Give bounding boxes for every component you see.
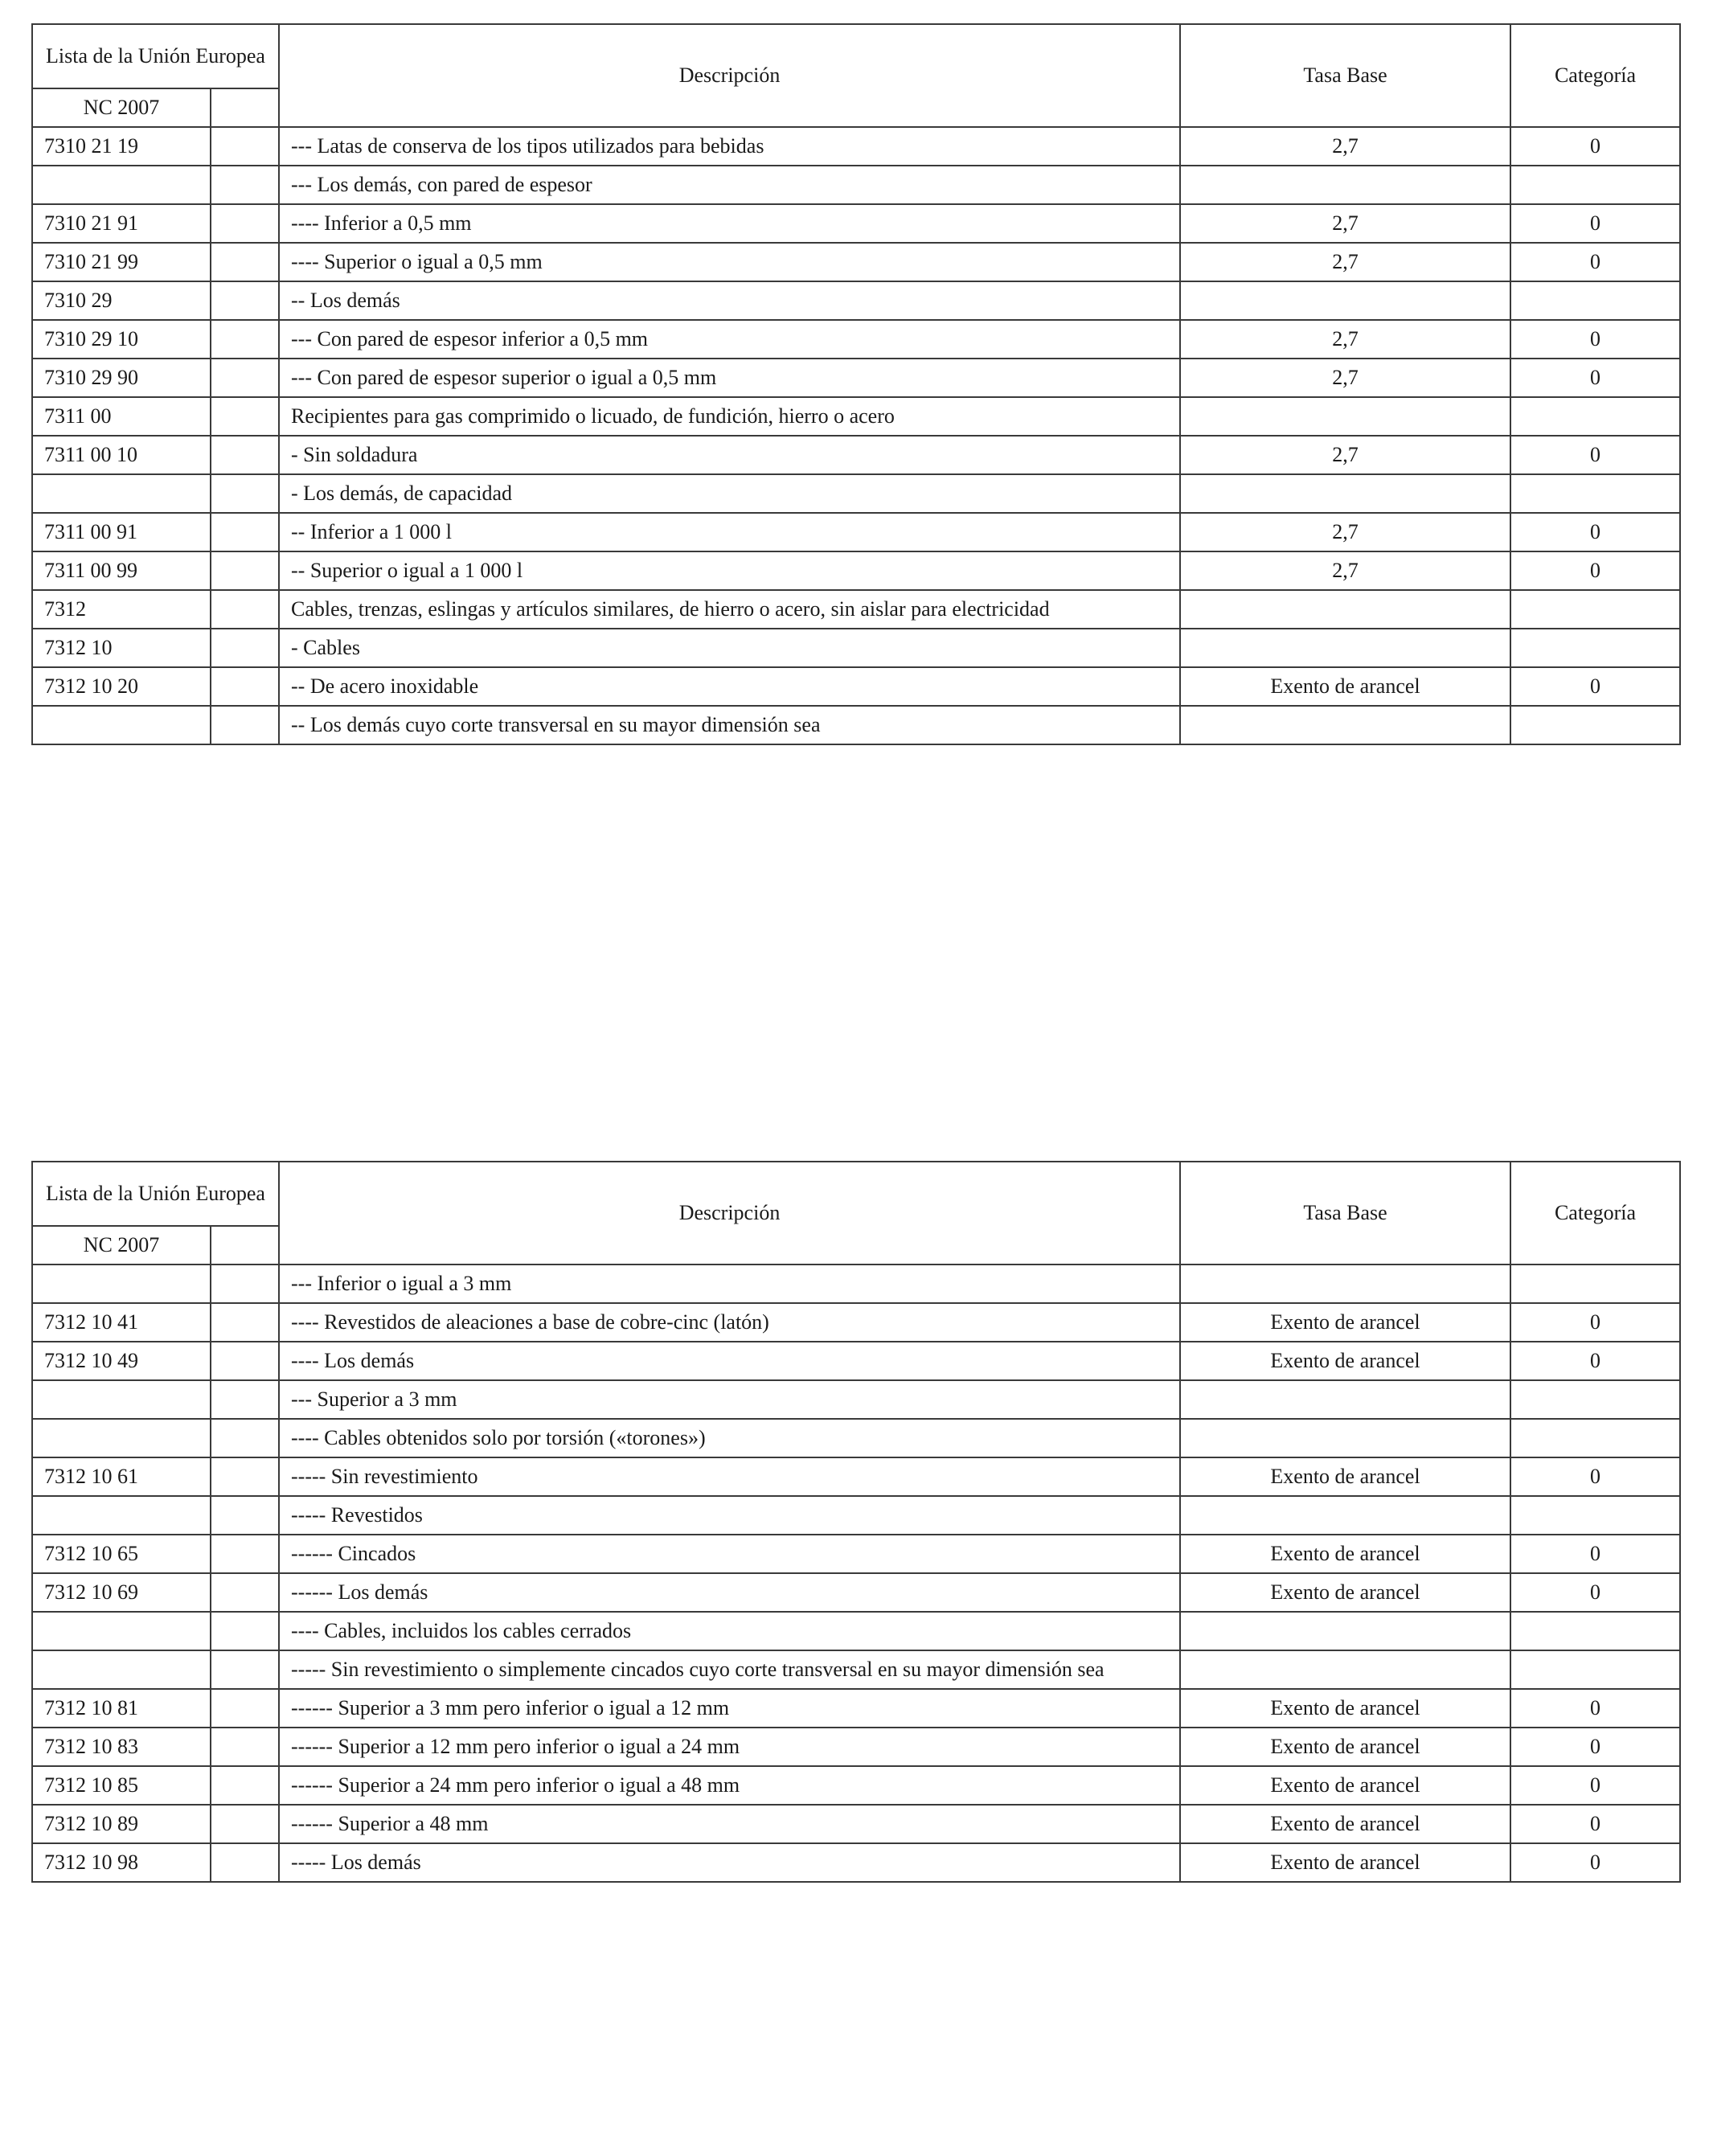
header-empty-cell xyxy=(211,1226,279,1264)
cell-base-rate xyxy=(1180,590,1510,629)
cell-category: 0 xyxy=(1510,1689,1680,1728)
cell-category xyxy=(1510,1612,1680,1650)
cell-code: 7310 21 91 xyxy=(32,204,211,243)
table-row xyxy=(32,166,1680,204)
cell-code: 7312 10 85 xyxy=(32,1766,211,1805)
cell-base-rate xyxy=(1180,166,1510,204)
table-row xyxy=(32,1535,1680,1573)
table-row xyxy=(32,1303,1680,1342)
cell-extra xyxy=(211,1689,279,1728)
cell-base-rate: Exento de arancel xyxy=(1180,1689,1510,1728)
cell-base-rate xyxy=(1180,1264,1510,1303)
table-row xyxy=(32,204,1680,243)
cell-description: Recipientes para gas comprimido o licuado, de fundición, hierro o acero xyxy=(279,397,1180,436)
header-nc: NC 2007 xyxy=(32,1226,211,1264)
cell-extra xyxy=(211,706,279,744)
cell-extra xyxy=(211,1535,279,1573)
cell-code: 7310 21 99 xyxy=(32,243,211,281)
header-description: Descripción xyxy=(279,1162,1180,1264)
cell-category: 0 xyxy=(1510,204,1680,243)
cell-code: 7312 10 41 xyxy=(32,1303,211,1342)
cell-base-rate: 2,7 xyxy=(1180,320,1510,359)
cell-base-rate: Exento de arancel xyxy=(1180,1342,1510,1380)
cell-description: -- Inferior a 1 000 l xyxy=(279,513,1180,551)
cell-extra xyxy=(211,320,279,359)
table-row xyxy=(32,1457,1680,1496)
cell-extra xyxy=(211,1496,279,1535)
header-nc: NC 2007 xyxy=(32,88,211,127)
header-row-top xyxy=(32,1162,1680,1226)
cell-base-rate: 2,7 xyxy=(1180,243,1510,281)
cell-extra xyxy=(211,204,279,243)
cell-category xyxy=(1510,1650,1680,1689)
cell-description: ---- Inferior a 0,5 mm xyxy=(279,204,1180,243)
cell-base-rate: Exento de arancel xyxy=(1180,1728,1510,1766)
cell-code: 7312 10 61 xyxy=(32,1457,211,1496)
table-row xyxy=(32,1380,1680,1419)
cell-base-rate: Exento de arancel xyxy=(1180,1766,1510,1805)
table-row xyxy=(32,397,1680,436)
cell-base-rate: Exento de arancel xyxy=(1180,1303,1510,1342)
cell-code xyxy=(32,1380,211,1419)
cell-description: - Sin soldadura xyxy=(279,436,1180,474)
cell-code xyxy=(32,1264,211,1303)
cell-code: 7312 10 49 xyxy=(32,1342,211,1380)
table-body xyxy=(32,127,1680,744)
cell-code: 7311 00 xyxy=(32,397,211,436)
cell-code: 7310 29 10 xyxy=(32,320,211,359)
cell-code: 7312 10 xyxy=(32,629,211,667)
cell-description: - Los demás, de capacidad xyxy=(279,474,1180,513)
cell-category: 0 xyxy=(1510,1457,1680,1496)
table-row xyxy=(32,1689,1680,1728)
header-empty-cell xyxy=(211,88,279,127)
table-row xyxy=(32,359,1680,397)
cell-description: ------ Superior a 3 mm pero inferior o igual a 12 mm xyxy=(279,1689,1180,1728)
cell-category xyxy=(1510,1264,1680,1303)
cell-code: 7312 10 81 xyxy=(32,1689,211,1728)
cell-code: 7311 00 10 xyxy=(32,436,211,474)
cell-category: 0 xyxy=(1510,513,1680,551)
cell-category xyxy=(1510,1496,1680,1535)
table-row xyxy=(32,320,1680,359)
cell-description: - Cables xyxy=(279,629,1180,667)
cell-description: ------ Los demás xyxy=(279,1573,1180,1612)
cell-description: ----- Sin revestimiento o simplemente cincados cuyo corte transversal en su mayor dimensión sea xyxy=(279,1650,1180,1689)
cell-description: ------ Superior a 48 mm xyxy=(279,1805,1180,1843)
cell-category: 0 xyxy=(1510,243,1680,281)
cell-base-rate: 2,7 xyxy=(1180,551,1510,590)
cell-category: 0 xyxy=(1510,551,1680,590)
cell-description: --- Los demás, con pared de espesor xyxy=(279,166,1180,204)
cell-description: --- Con pared de espesor superior o igual a 0,5 mm xyxy=(279,359,1180,397)
cell-extra xyxy=(211,127,279,166)
cell-code: 7312 10 65 xyxy=(32,1535,211,1573)
cell-base-rate xyxy=(1180,706,1510,744)
cell-base-rate: Exento de arancel xyxy=(1180,1843,1510,1882)
cell-extra xyxy=(211,590,279,629)
cell-base-rate xyxy=(1180,397,1510,436)
cell-extra xyxy=(211,1342,279,1380)
cell-extra xyxy=(211,166,279,204)
cell-category: 0 xyxy=(1510,1535,1680,1573)
cell-base-rate: 2,7 xyxy=(1180,127,1510,166)
cell-base-rate: Exento de arancel xyxy=(1180,1805,1510,1843)
table-row xyxy=(32,243,1680,281)
cell-base-rate xyxy=(1180,1419,1510,1457)
cell-description: -- De acero inoxidable xyxy=(279,667,1180,706)
cell-extra xyxy=(211,551,279,590)
table-row xyxy=(32,629,1680,667)
header-base-rate: Tasa Base xyxy=(1180,24,1510,127)
table-row xyxy=(32,1612,1680,1650)
cell-description: --- Superior a 3 mm xyxy=(279,1380,1180,1419)
table-row xyxy=(32,1805,1680,1843)
cell-base-rate xyxy=(1180,1650,1510,1689)
header-category: Categoría xyxy=(1510,24,1680,127)
cell-code: 7311 00 99 xyxy=(32,551,211,590)
table-row xyxy=(32,706,1680,744)
cell-category xyxy=(1510,1419,1680,1457)
cell-code xyxy=(32,166,211,204)
cell-extra xyxy=(211,1650,279,1689)
cell-base-rate xyxy=(1180,629,1510,667)
cell-extra xyxy=(211,1457,279,1496)
cell-base-rate: Exento de arancel xyxy=(1180,1573,1510,1612)
cell-extra xyxy=(211,359,279,397)
cell-code: 7310 29 90 xyxy=(32,359,211,397)
cell-description: ----- Revestidos xyxy=(279,1496,1180,1535)
cell-category xyxy=(1510,590,1680,629)
cell-category: 0 xyxy=(1510,127,1680,166)
cell-code: 7312 10 83 xyxy=(32,1728,211,1766)
header-description: Descripción xyxy=(279,24,1180,127)
cell-code xyxy=(32,706,211,744)
cell-category xyxy=(1510,166,1680,204)
cell-description: ---- Cables obtenidos solo por torsión («torones») xyxy=(279,1419,1180,1457)
cell-category: 0 xyxy=(1510,1766,1680,1805)
tariff-table-2 xyxy=(31,1161,1681,1883)
cell-extra xyxy=(211,1728,279,1766)
cell-code: 7310 29 xyxy=(32,281,211,320)
cell-description: ---- Cables, incluidos los cables cerrados xyxy=(279,1612,1180,1650)
header-row-top xyxy=(32,24,1680,88)
cell-extra xyxy=(211,1612,279,1650)
cell-description: ----- Los demás xyxy=(279,1843,1180,1882)
cell-base-rate: Exento de arancel xyxy=(1180,1535,1510,1573)
table-row xyxy=(32,513,1680,551)
cell-category: 0 xyxy=(1510,1573,1680,1612)
cell-description: ---- Revestidos de aleaciones a base de cobre-cinc (latón) xyxy=(279,1303,1180,1342)
cell-category: 0 xyxy=(1510,667,1680,706)
cell-base-rate: 2,7 xyxy=(1180,436,1510,474)
cell-base-rate: 2,7 xyxy=(1180,204,1510,243)
cell-code xyxy=(32,474,211,513)
header-base-rate: Tasa Base xyxy=(1180,1162,1510,1264)
cell-base-rate xyxy=(1180,281,1510,320)
cell-code: 7312 xyxy=(32,590,211,629)
cell-code: 7312 10 89 xyxy=(32,1805,211,1843)
cell-base-rate: 2,7 xyxy=(1180,513,1510,551)
table-row xyxy=(32,590,1680,629)
cell-description: ------ Cincados xyxy=(279,1535,1180,1573)
cell-base-rate xyxy=(1180,1612,1510,1650)
cell-extra xyxy=(211,1805,279,1843)
cell-code xyxy=(32,1650,211,1689)
cell-description: ---- Los demás xyxy=(279,1342,1180,1380)
cell-extra xyxy=(211,474,279,513)
cell-category: 0 xyxy=(1510,436,1680,474)
cell-code: 7312 10 98 xyxy=(32,1843,211,1882)
cell-extra xyxy=(211,243,279,281)
cell-extra xyxy=(211,1843,279,1882)
cell-base-rate xyxy=(1180,474,1510,513)
cell-extra xyxy=(211,667,279,706)
cell-extra xyxy=(211,436,279,474)
cell-extra xyxy=(211,1766,279,1805)
cell-base-rate: Exento de arancel xyxy=(1180,667,1510,706)
cell-extra xyxy=(211,629,279,667)
cell-description: -- Los demás xyxy=(279,281,1180,320)
header-category: Categoría xyxy=(1510,1162,1680,1264)
table-row xyxy=(32,1419,1680,1457)
cell-description: ------ Superior a 12 mm pero inferior o igual a 24 mm xyxy=(279,1728,1180,1766)
cell-code xyxy=(32,1496,211,1535)
cell-extra xyxy=(211,1573,279,1612)
cell-code xyxy=(32,1419,211,1457)
cell-category xyxy=(1510,474,1680,513)
cell-category: 0 xyxy=(1510,1728,1680,1766)
cell-base-rate: Exento de arancel xyxy=(1180,1457,1510,1496)
table-row xyxy=(32,1728,1680,1766)
cell-description: --- Con pared de espesor inferior a 0,5 mm xyxy=(279,320,1180,359)
cell-category: 0 xyxy=(1510,1342,1680,1380)
table-row xyxy=(32,127,1680,166)
table-row xyxy=(32,667,1680,706)
cell-extra xyxy=(211,1303,279,1342)
cell-category: 0 xyxy=(1510,359,1680,397)
cell-description: -- Superior o igual a 1 000 l xyxy=(279,551,1180,590)
table-row xyxy=(32,474,1680,513)
table-row xyxy=(32,1342,1680,1380)
table-row xyxy=(32,436,1680,474)
cell-category xyxy=(1510,706,1680,744)
cell-description: ------ Superior a 24 mm pero inferior o igual a 48 mm xyxy=(279,1766,1180,1805)
cell-extra xyxy=(211,513,279,551)
table-row xyxy=(32,1264,1680,1303)
header-list-title: Lista de la Unión Europea xyxy=(32,24,279,88)
tariff-table-1 xyxy=(31,23,1681,745)
table-row xyxy=(32,1650,1680,1689)
cell-category xyxy=(1510,1380,1680,1419)
cell-extra xyxy=(211,397,279,436)
table-row xyxy=(32,281,1680,320)
table-row xyxy=(32,551,1680,590)
cell-code: 7311 00 91 xyxy=(32,513,211,551)
cell-description: --- Inferior o igual a 3 mm xyxy=(279,1264,1180,1303)
header-list-title: Lista de la Unión Europea xyxy=(32,1162,279,1226)
cell-code: 7312 10 69 xyxy=(32,1573,211,1612)
cell-extra xyxy=(211,1419,279,1457)
cell-code: 7312 10 20 xyxy=(32,667,211,706)
cell-base-rate xyxy=(1180,1380,1510,1419)
cell-description: ----- Sin revestimiento xyxy=(279,1457,1180,1496)
table-row xyxy=(32,1573,1680,1612)
cell-extra xyxy=(211,281,279,320)
cell-base-rate xyxy=(1180,1496,1510,1535)
cell-category: 0 xyxy=(1510,320,1680,359)
table-row xyxy=(32,1766,1680,1805)
cell-code xyxy=(32,1612,211,1650)
table-row xyxy=(32,1496,1680,1535)
table-body xyxy=(32,1264,1680,1882)
cell-base-rate: 2,7 xyxy=(1180,359,1510,397)
cell-category xyxy=(1510,629,1680,667)
cell-description: ---- Superior o igual a 0,5 mm xyxy=(279,243,1180,281)
table-row xyxy=(32,1843,1680,1882)
cell-description: -- Los demás cuyo corte transversal en su mayor dimensión sea xyxy=(279,706,1180,744)
cell-category: 0 xyxy=(1510,1303,1680,1342)
cell-category: 0 xyxy=(1510,1843,1680,1882)
cell-category: 0 xyxy=(1510,1805,1680,1843)
cell-description: Cables, trenzas, eslingas y artículos similares, de hierro o acero, sin aislar para electricidad xyxy=(279,590,1180,629)
cell-code: 7310 21 19 xyxy=(32,127,211,166)
cell-description: --- Latas de conserva de los tipos utilizados para bebidas xyxy=(279,127,1180,166)
cell-category xyxy=(1510,397,1680,436)
cell-extra xyxy=(211,1380,279,1419)
cell-category xyxy=(1510,281,1680,320)
cell-extra xyxy=(211,1264,279,1303)
